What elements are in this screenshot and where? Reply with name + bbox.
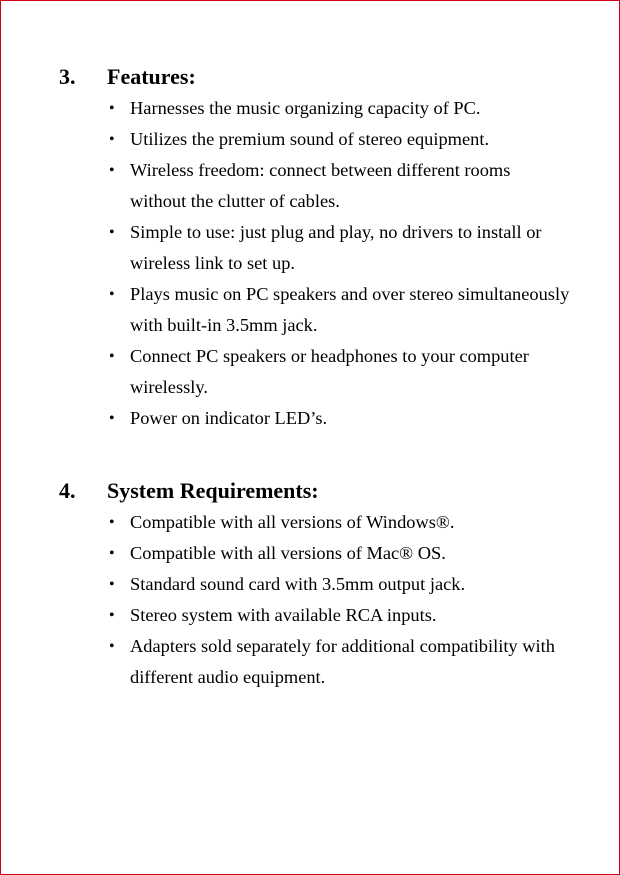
list-item	[0, 631, 620, 693]
system-requirements-heading	[0, 475, 620, 507]
bullet-icon: •	[109, 286, 115, 303]
list-item-text: Wireless freedom: connect between different rooms without the clutter of cables.	[130, 160, 511, 211]
system-requirements-number: 4.	[59, 478, 76, 503]
bullet-icon: •	[109, 514, 115, 531]
list-item	[0, 507, 620, 538]
bullet-icon: •	[109, 638, 115, 655]
list-item-text: Compatible with all versions of Windows®.	[130, 512, 455, 532]
list-item-text: Harnesses the music organizing capacity of PC.	[130, 98, 481, 118]
list-item	[0, 341, 620, 403]
list-item	[0, 217, 620, 279]
list-item-text: Standard sound card with 3.5mm output jack.	[130, 574, 466, 594]
bullet-icon: •	[109, 576, 115, 593]
system-requirements-section	[0, 475, 620, 693]
list-item-text: Connect PC speakers or headphones to your computer wirelessly.	[130, 346, 529, 397]
features-number: 3.	[59, 64, 76, 89]
list-item	[0, 538, 620, 569]
features-section	[0, 61, 620, 434]
bullet-icon: •	[109, 607, 115, 624]
list-item-text: Adapters sold separately for additional compatibility with different audio equipment.	[130, 636, 555, 687]
list-item-text: Simple to use: just plug and play, no drivers to install or wireless link to set up.	[130, 222, 542, 273]
list-item	[0, 600, 620, 631]
bullet-icon: •	[109, 100, 115, 117]
bullet-icon: •	[109, 410, 115, 427]
list-item-text: Plays music on PC speakers and over stereo simultaneously with built-in 3.5mm jack.	[130, 284, 570, 335]
list-item	[0, 93, 620, 124]
list-item-text: Stereo system with available RCA inputs.	[130, 605, 437, 625]
list-item	[0, 279, 620, 341]
bullet-icon: •	[109, 224, 115, 241]
features-heading	[0, 61, 620, 93]
list-item-text: Power on indicator LED’s.	[130, 408, 328, 428]
list-item	[0, 124, 620, 155]
bullet-icon: •	[109, 131, 115, 148]
list-item	[0, 403, 620, 434]
list-item-text: Compatible with all versions of Mac® OS.	[130, 543, 446, 563]
list-item-text: Utilizes the premium sound of stereo equipment.	[130, 129, 490, 149]
system-requirements-list	[0, 507, 620, 693]
list-item	[0, 155, 620, 217]
bullet-icon: •	[109, 545, 115, 562]
features-title: Features:	[107, 64, 196, 89]
bullet-icon: •	[109, 348, 115, 365]
bullet-icon: •	[109, 162, 115, 179]
list-item	[0, 569, 620, 600]
system-requirements-title: System Requirements:	[107, 478, 319, 503]
features-list	[0, 93, 620, 434]
